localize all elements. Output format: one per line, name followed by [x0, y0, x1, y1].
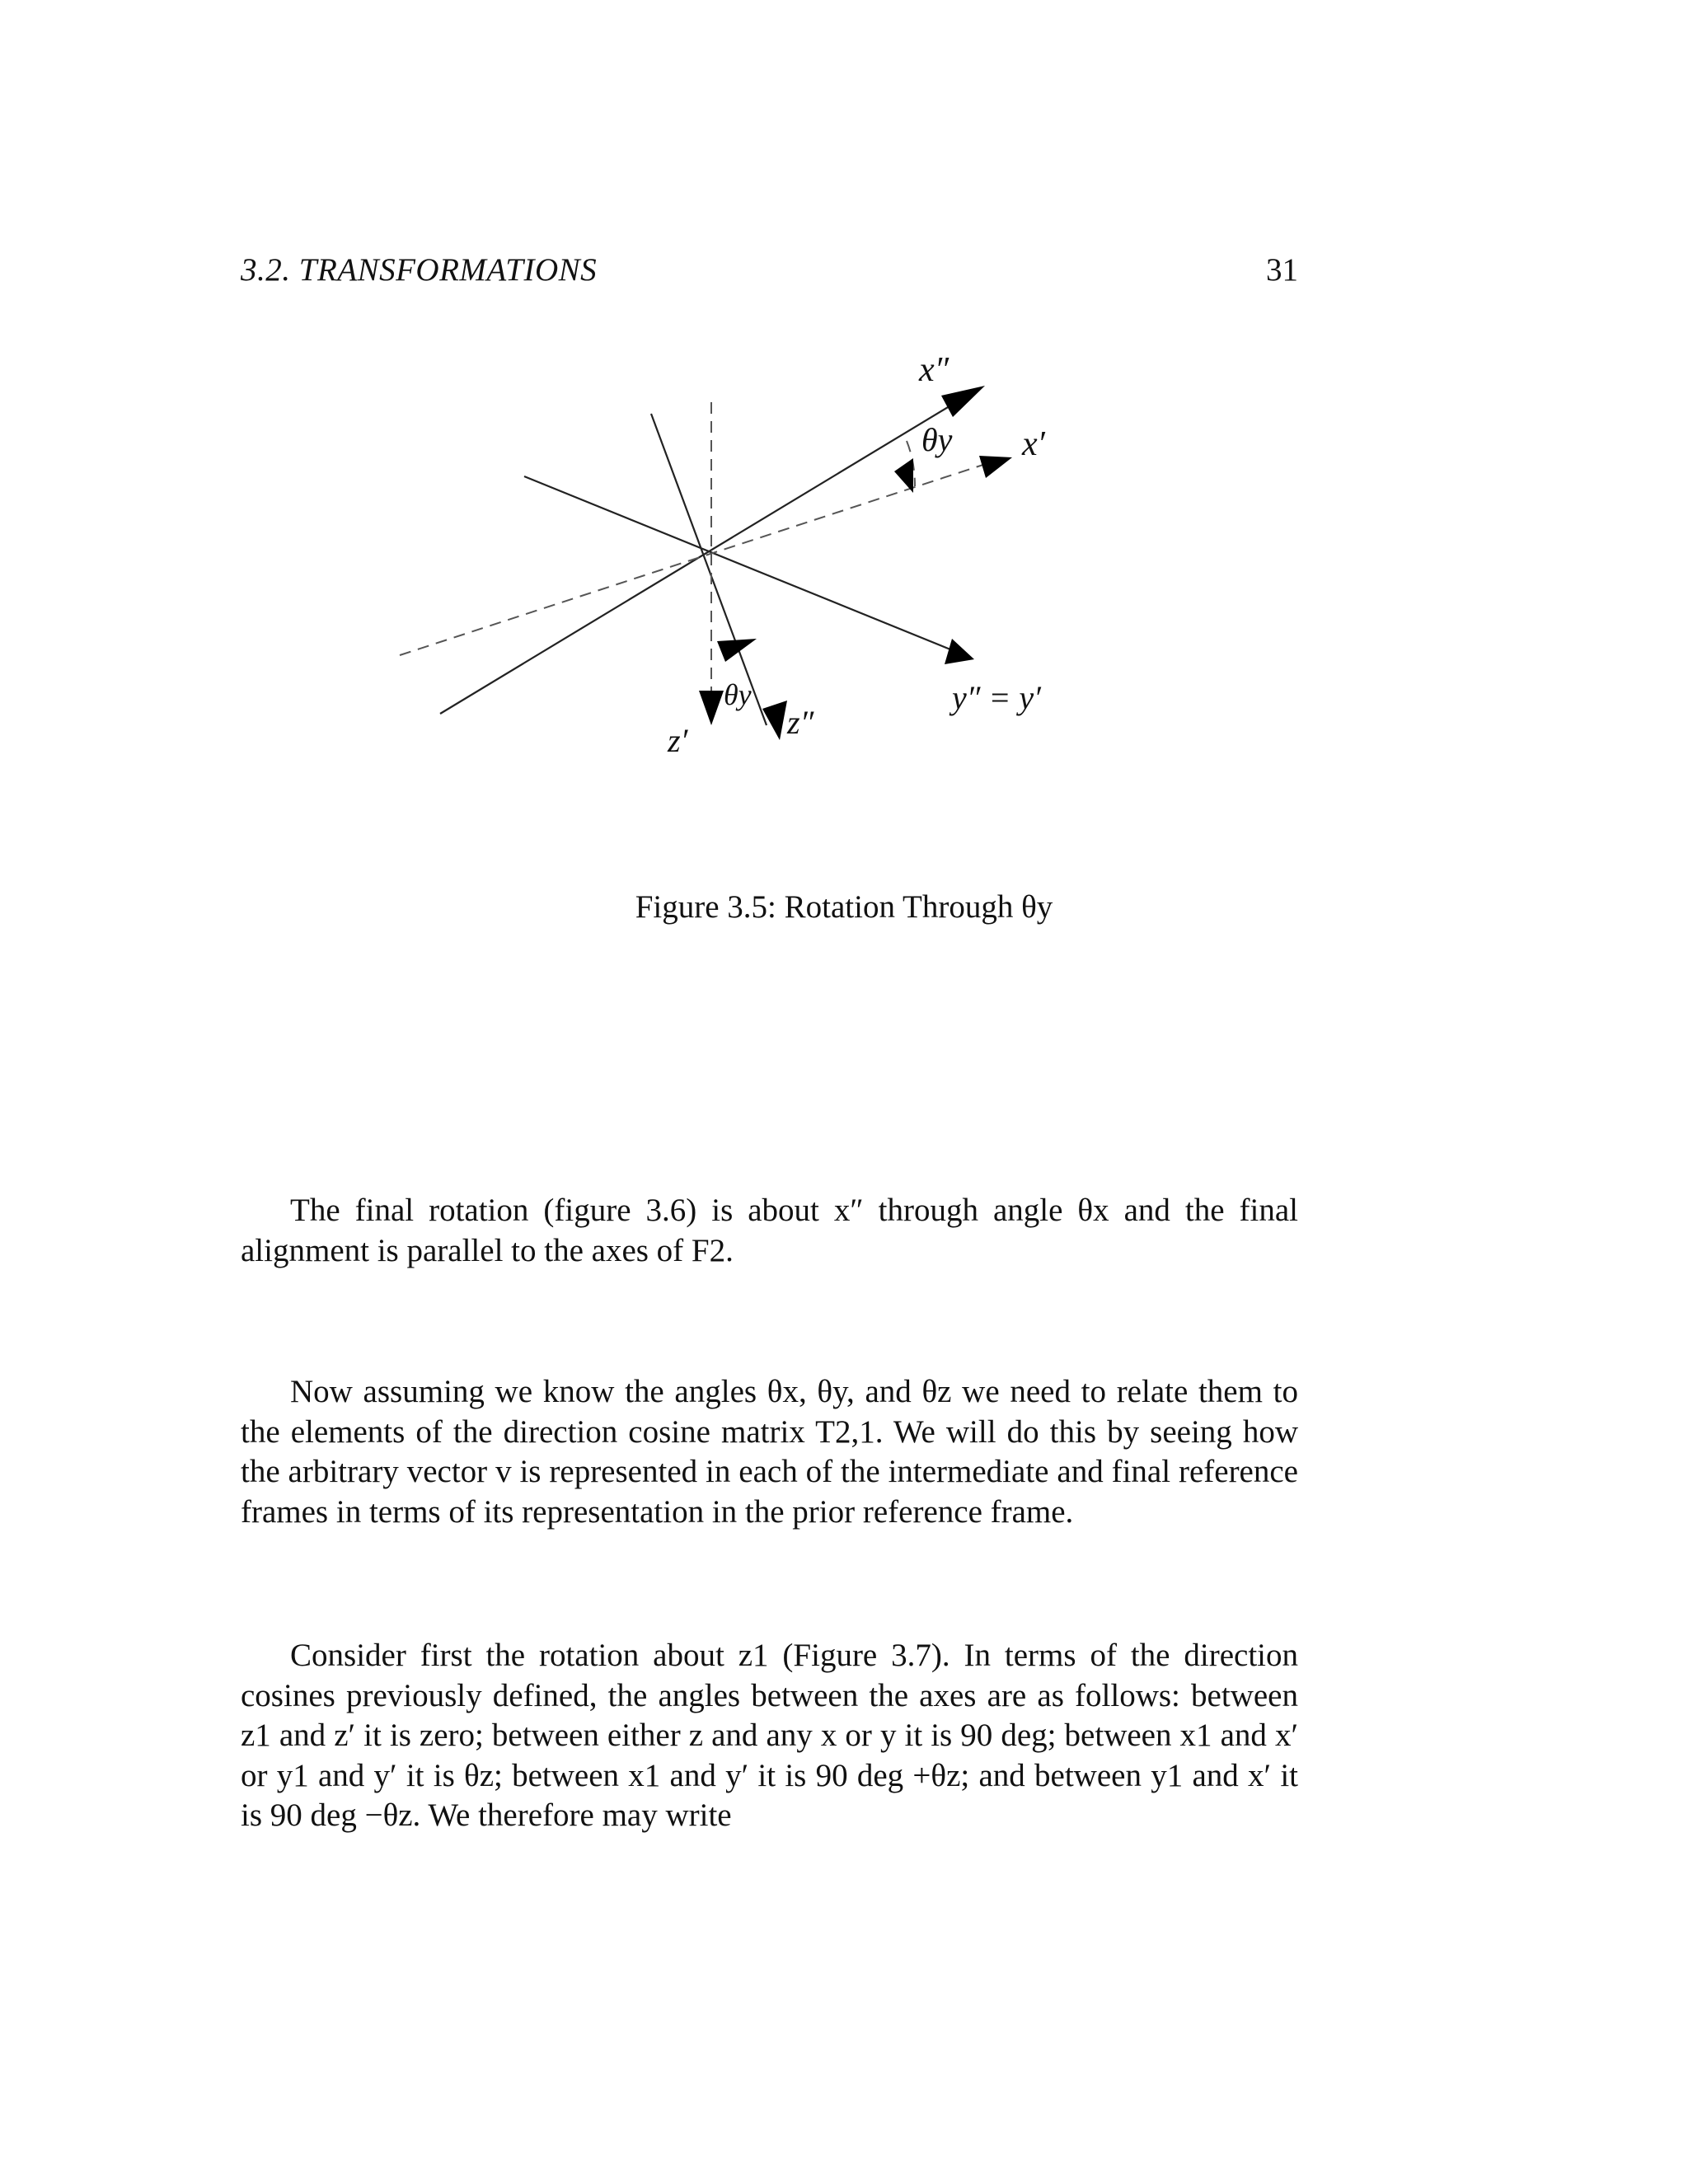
theta-y-top-arrowhead [894, 458, 913, 493]
x-double-prime-arrow [941, 386, 985, 417]
page-number: 31 [1266, 252, 1298, 288]
theta-y-bottom-label: θy [724, 678, 752, 711]
x-prime-arrow [979, 456, 1012, 478]
x-double-prime-axis [440, 400, 960, 714]
theta-y-bottom-arrowhead [717, 639, 757, 662]
x-prime-label: x′ [1022, 425, 1045, 463]
theta-y-top-label: θy [921, 421, 953, 458]
y-double-prime-label: y″ = y′ [952, 679, 1041, 716]
z-prime-arrow [699, 691, 724, 725]
z-prime-label: z′ [668, 722, 688, 759]
paragraph-final-rotation: The final rotation (figure 3.6) is about x″ through angle θx and the final alignment is parallel to the axes of F2. [241, 1193, 1298, 1268]
z-double-prime-arrow [762, 701, 787, 740]
paragraph-rotation-z1: Consider first the rotation about z1 (Figure 3.7). In terms of the direction cosines previously defined, the angles between the axes are as follows: between z1 and z′ it is zero; between either z and any x or y it is 90 deg; between x1 and x′ or y1 and y′ it is θz; between x1 and y′ it is 90 deg +θz; and between y1 and x′ it is 90 deg −θz. We therefore may write [241, 1638, 1298, 1833]
x-prime-axis [400, 462, 993, 655]
rotation-diagram [0, 0, 1688, 989]
figure-caption: Figure 3.5: Rotation Through θy [635, 889, 1053, 925]
x-double-prime-label: x″ [919, 351, 950, 389]
paragraph-direction-cosines: Now assuming we know the angles θx, θy, and θz we need to relate them to the elements of the direction cosine matrix T2,1. We will do this by seeing how the arbitrary vector v is represented in each of the intermediate and final reference frames in terms of its representation in the prior reference frame. [241, 1374, 1298, 1530]
section-title: 3.2. TRANSFORMATIONS [241, 252, 598, 288]
y-prime-arrow [945, 639, 974, 664]
z-double-prime-label: z″ [787, 704, 814, 741]
